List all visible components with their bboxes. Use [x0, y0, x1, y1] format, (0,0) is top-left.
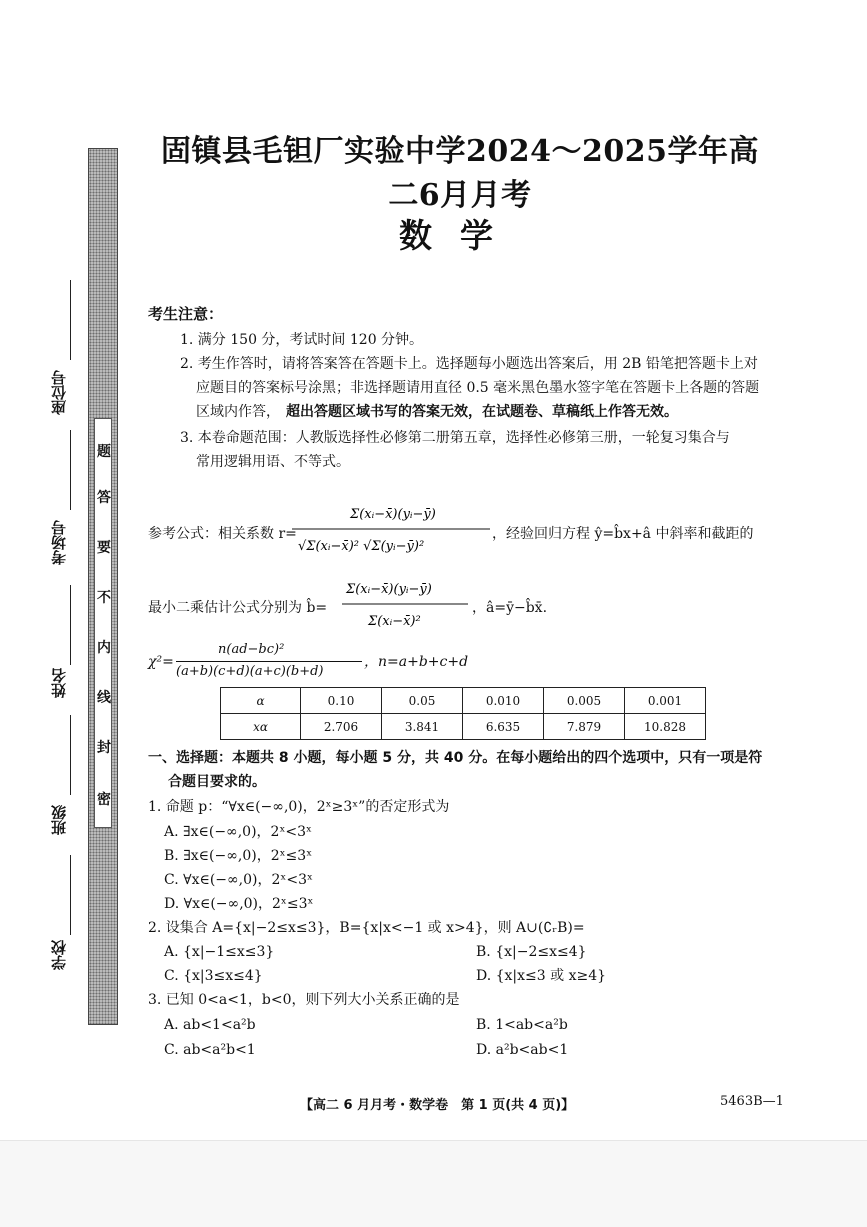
seal-char: 密 — [97, 792, 111, 808]
section-heading: 一、选择题：本题共 8 小题，每小题 5 分，共 40 分。在每小题给出的四个选项中，只有一项是符 — [148, 750, 763, 766]
chi-denominator: (a+b)(c+d)(a+c)(b+d) — [176, 664, 324, 679]
option-c: C. ∀x∈(−∞,0)，2ˣ<3ˣ — [164, 872, 313, 888]
notice-item: 常用逻辑用语、不等式。 — [196, 454, 350, 470]
table-cell: 10.828 — [625, 714, 706, 740]
table-row — [221, 688, 706, 714]
svg-text:Σ(xᵢ−x̄)(yᵢ−ȳ): Σ(xᵢ−x̄)(yᵢ−ȳ) — [346, 582, 432, 597]
notice-heading: 考生注意： — [148, 305, 224, 323]
seal-char: 答 — [97, 490, 111, 506]
seal-char: 内 — [97, 640, 111, 656]
school-line[interactable] — [70, 855, 71, 935]
exam-room-line[interactable] — [70, 430, 71, 510]
option-a: A. ∃x∈(−∞,0)，2ˣ<3ˣ — [164, 824, 312, 840]
seal-char: 线 — [97, 690, 111, 706]
table-cell: 7.879 — [544, 714, 625, 740]
formula-b-prefix: 最小二乘估计公式分别为 b̂= — [148, 600, 328, 616]
svg-text:√Σ(xᵢ−x̄)² √Σ(yᵢ−ȳ)²: √Σ(xᵢ−x̄)² √Σ(yᵢ−ȳ)² — [298, 539, 425, 554]
chi-numerator: n(ad−bc)² — [218, 642, 285, 657]
table-header-cell: α — [221, 688, 301, 714]
class-line[interactable] — [70, 715, 71, 795]
option-d: D. {x|x≤3 或 x≥4} — [476, 968, 607, 984]
seal-char: 不 — [97, 590, 111, 606]
name-label: 姓名 — [50, 668, 68, 698]
option-b: B. 1<ab<a²b — [476, 1017, 568, 1033]
formula-r-suffix: ，经验回归方程 ŷ=b̂x+â 中斜率和截距的 — [492, 526, 754, 542]
chi-prefix: χ²= — [148, 654, 174, 670]
option-a: A. {x|−1≤x≤3} — [164, 944, 275, 960]
question-stem: 1. 命题 p：“∀x∈(−∞,0)，2ˣ≥3ˣ”的否定形式为 — [148, 799, 450, 815]
seat-number-line[interactable] — [70, 280, 71, 360]
table-cell: 3.841 — [382, 714, 463, 740]
svg-text:Σ(xᵢ−x̄)(yᵢ−ȳ): Σ(xᵢ−x̄)(yᵢ−ȳ) — [350, 507, 436, 522]
question-stem: 2. 设集合 A={x|−2≤x≤3}，B={x|x<−1 或 x>4}，则 A∪(∁ᵣB)= — [148, 920, 585, 936]
svg-text:Σ(xᵢ−x̄)²: Σ(xᵢ−x̄)² — [368, 614, 421, 629]
table-cell: 6.635 — [463, 714, 544, 740]
paper-code: 5463B—1 — [720, 1094, 784, 1109]
class-label: 班级 — [50, 805, 68, 835]
page-footer: 【高二 6 月月考・数学卷 第 1 页(共 4 页)】 — [300, 1098, 575, 1113]
table-row — [221, 714, 706, 740]
page-margin — [0, 1140, 867, 1227]
option-c: C. {x|3≤x≤4} — [164, 968, 263, 984]
table-cell: 0.005 — [544, 688, 625, 714]
formula-b-suffix: ，â=ȳ−b̂x̄. — [472, 600, 548, 616]
name-line[interactable] — [70, 585, 71, 665]
notice-item-emphasis: 超出答题区域书写的答案无效，在试题卷、草稿纸上作答无效。 — [286, 404, 678, 420]
option-b: B. {x|−2≤x≤4} — [476, 944, 587, 960]
table-header-cell: xα — [221, 714, 301, 740]
option-d: D. a²b<ab<1 — [476, 1042, 569, 1058]
option-a: A. ab<1<a²b — [164, 1017, 256, 1033]
table-cell: 0.10 — [301, 688, 382, 714]
notice-item: 2. 考生作答时，请将答案答在答题卡上。选择题每小题选出答案后，用 2B 铅笔把答题卡上对 — [180, 356, 758, 372]
seal-char: 要 — [97, 540, 111, 556]
option-d: D. ∀x∈(−∞,0)，2ˣ≤3ˣ — [164, 896, 314, 912]
seal-char: 题 — [97, 444, 111, 460]
seal-line-box — [94, 418, 112, 828]
notice-item: 1. 满分 150 分，考试时间 120 分钟。 — [180, 332, 424, 348]
question-stem: 3. 已知 0<a<1，b<0，则下列大小关系正确的是 — [148, 992, 460, 1008]
option-c: C. ab<a²b<1 — [164, 1042, 256, 1058]
notice-item: 3. 本卷命题范围：人教版选择性必修第二册第五章，选择性必修第三册，一轮复习集合与 — [180, 430, 730, 446]
notice-item: 区域内作答， — [196, 404, 280, 420]
school-label: 学校 — [50, 940, 68, 970]
option-b: B. ∃x∈(−∞,0)，2ˣ≤3ˣ — [164, 848, 313, 864]
table-cell: 0.001 — [625, 688, 706, 714]
chi-suffix: ，n=a+b+c+d — [364, 654, 469, 670]
exam-room-label: 考场号 — [50, 520, 68, 565]
table-cell: 0.010 — [463, 688, 544, 714]
exam-title: 固镇县毛钽厂实验中学2024～2025学年高二6月月考 — [161, 134, 759, 213]
table-cell: 0.05 — [382, 688, 463, 714]
table-cell: 2.706 — [301, 714, 382, 740]
seal-char: 封 — [97, 740, 111, 756]
formula-r-prefix: 参考公式：相关系数 r= — [148, 526, 297, 542]
chi-critical-table — [220, 687, 706, 740]
subject-title: 数学 — [399, 216, 521, 255]
section-heading: 合题目要求的。 — [168, 774, 266, 790]
seat-number-label: 座位号 — [50, 370, 68, 415]
notice-item: 应题目的答案标号涂黑；非选择题请用直径 0.5 毫米黑色墨水签字笔在答题卡上各题的答题 — [196, 380, 760, 396]
